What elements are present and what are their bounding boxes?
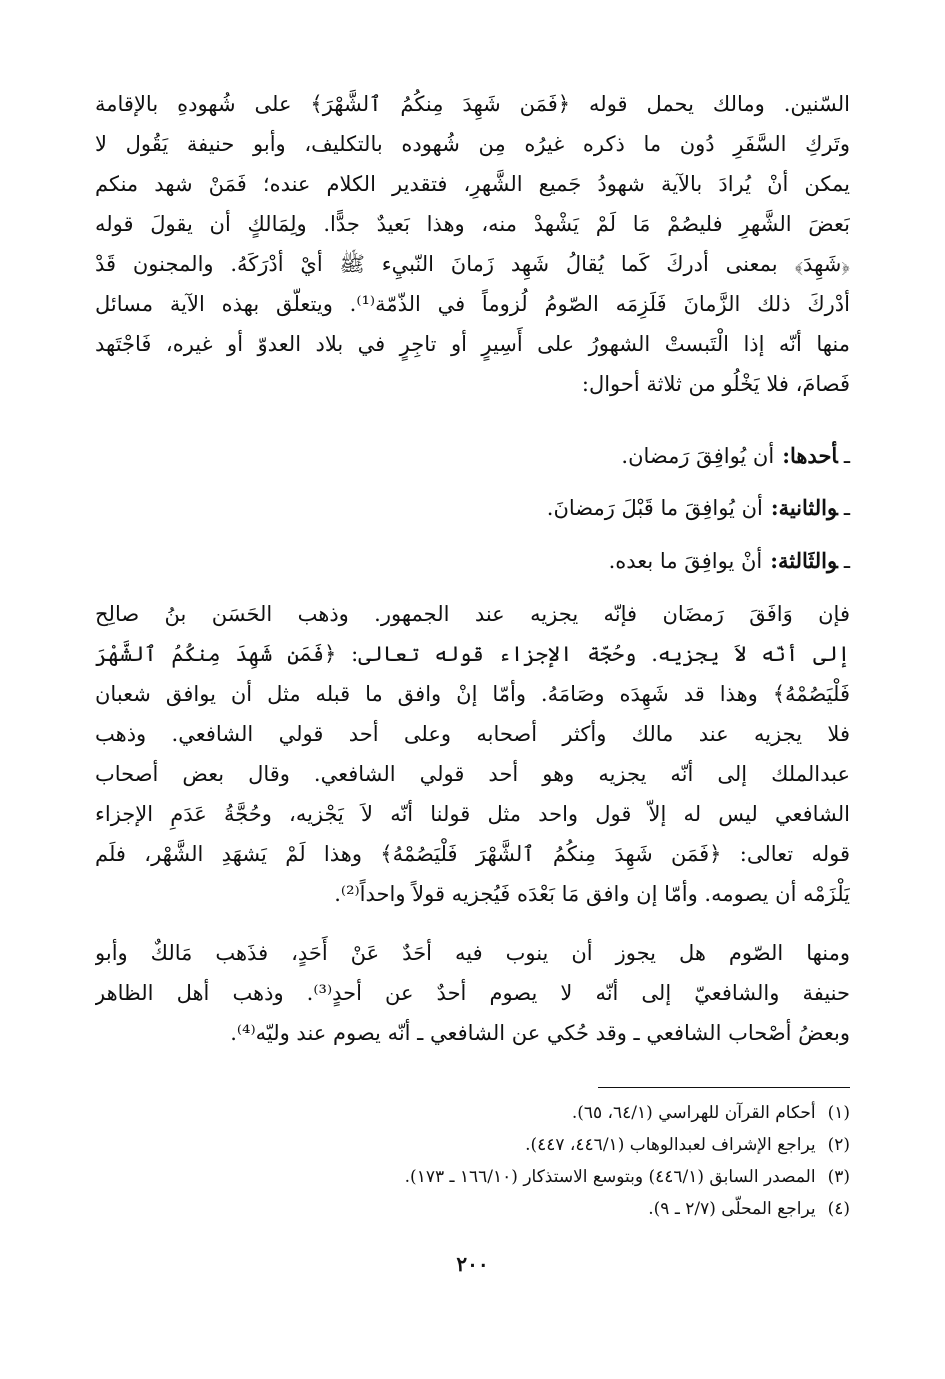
text-line: وبعضُ أصْحاب الشافعي ـ وقد حُكي عن الشافعي ـ أنّه يصوم عند وليّه⁽⁴⁾. <box>230 1021 850 1045</box>
case-label: والثَالثة: <box>770 548 838 573</box>
case-item-second <box>547 488 850 528</box>
text-line: السّنين. ومالك يحمل قوله ﴿فَمَن شَهِدَ مِنكُمُ ٱلشَّهْرَ﴾ على شُهودهِ بالإقامة <box>95 92 850 116</box>
footnote-item <box>95 1129 850 1161</box>
case-text: أن يُوافِقَ رَمضان. <box>621 444 775 468</box>
text-line: أدْركَ ذلك الزَّمانَ فَلَزِمَه الصّومُ لُزوماً في الذّمّة⁽¹⁾. ويتعلّق بهذه الآية مسائل <box>95 292 850 316</box>
paragraph-3 <box>95 933 850 1053</box>
footnote-item <box>95 1193 850 1225</box>
text-line: فلا يجزيه عند مالك وأكثر أصحابه وعلى أحد قولي الشافعي. وذهب <box>95 722 850 746</box>
case-label: والثانية: <box>770 495 838 520</box>
footnote-text: أحكام القرآن للهراسي (٦٤/١، ٦٥). <box>571 1103 816 1123</box>
text-line: ومنها الصّوم هل يجوز أن ينوب فيه أحَدٌ عَنْ أَحَدٍ، فذَهب مَالكٌ وأبو <box>95 941 850 965</box>
footnotes <box>95 1097 850 1225</box>
page-number: ٢٠٠ <box>456 1252 489 1276</box>
footnote-text: يراجع الإشراف لعبدالوهاب (٤٤٦/١، ٤٤٧). <box>525 1135 816 1155</box>
footnote-number: (٢) <box>827 1135 850 1155</box>
paragraph-2 <box>95 594 850 914</box>
text-line: وتَركِ السَّفَرِ دُون ما ذكره غيرُه مِن شُهوده بالتكليف، وأبو حنيفة يَقُول لا <box>95 132 850 156</box>
case-item-third <box>609 541 850 581</box>
footnote-item <box>95 1161 850 1193</box>
case-text: أنْ يوافِقَ ما بعده. <box>608 549 763 573</box>
paragraph-1 <box>95 84 850 404</box>
text-line: حنيفة والشافعيّ إلى أنّه لا يصوم أحدٌ عن أحدٍ⁽³⁾. وذهب أهل الظاهر <box>95 981 850 1005</box>
footnote-text: المصدر السابق (٤٤٦/١) وبتوسع الاستذكار (١٦٦/١٠ ـ ١٧٣). <box>404 1167 816 1187</box>
footnote-number: (٣) <box>827 1167 850 1187</box>
text-line: فإن وَافَقَ رَمضَان فإنّه يجزيه عند الجمهور. وذهب الحَسَن بنُ صالِح <box>95 602 850 626</box>
footnote-divider <box>598 1087 850 1088</box>
text-line: الشافعي ليس له إلاّ قول واحد مثل قولنا أنّه لاَ يَجْزيه، وحُجَّةُ عَدَمِ الإجزاء <box>95 802 850 826</box>
case-dash: ـ <box>843 549 850 573</box>
footnote-number: (٤) <box>827 1199 850 1219</box>
case-text: أن يُوافِقَ ما قَبْلَ رَمضانَ. <box>546 496 763 520</box>
footnote-item <box>95 1097 850 1129</box>
text-line: إلى أنّه لاَ يجزيه. وحُجّة الإجزاء قوله تعالى: ﴿فَمَن شَهِدَ مِنكُمُ ٱلشَّهْرَ <box>95 642 850 666</box>
text-line: فَلْيَصُمْهُ﴾ وهذا قد شَهِدَه وصَامَهُ. وأمّا إنْ وافق ما قبله مثل أن يوافق شعبان <box>95 682 850 706</box>
text-line: يَلْزَمْه أن يصومه. وأمّا إن وافق مَا بَعْدَه فَيُجزيه قولاً واحداً⁽²⁾. <box>334 882 850 906</box>
footnote-text: يراجع المحلّى (٢/٧ ـ ٩). <box>648 1199 816 1219</box>
footnote-number: (١) <box>827 1103 850 1123</box>
text-line: بَعضَ الشَّهرِ فليصُمْ مَا لَمْ يَشْهدْ منه، وهذا بَعيدٌ جدًّا. ولِمَالكٍ أن يقولَ قوله <box>95 212 850 236</box>
case-dash: ـ <box>843 444 850 468</box>
case-dash: ـ <box>843 496 850 520</box>
text-line: عبدالملك إلى أنّه يجزيه وهو أحد قولي الشافعي. وقال بعض أصحاب <box>95 762 850 786</box>
text-line: فَصامَ، فلا يَخْلُو من ثلاثة أحوال: <box>581 372 850 396</box>
case-item-first <box>621 436 850 476</box>
text-line: ﴿شَهِدَ﴾ بمعنى أدركَ كَما يُقالُ شَهِد زَمانَ النّبيِء ﷺ أيْ أدْرَكَهُ. والمجنون قَدْ <box>95 252 850 276</box>
text-line: منها أنّه إذا الْتَبستْ الشهورُ على أَسِيرٍ أو تاجِرٍ في بلاد العدوّ أو غيره، فَاجْتَهد <box>95 332 850 356</box>
text-line: قوله تعالى: ﴿فَمَن شَهِدَ مِنكُمُ ٱلشَّهْرَ فَلْيَصُمْهُ﴾ وهذا لَمْ يَشهَدِ الشَّهْر، فلَم <box>95 842 850 866</box>
text-line: يمكن أنْ يُرادَ بالآية شهودُ جَميع الشَّهرِ، فتقدير الكلام عنده؛ فَمَنْ شهد منكم <box>95 172 850 196</box>
case-label: أحدها: <box>782 443 838 468</box>
